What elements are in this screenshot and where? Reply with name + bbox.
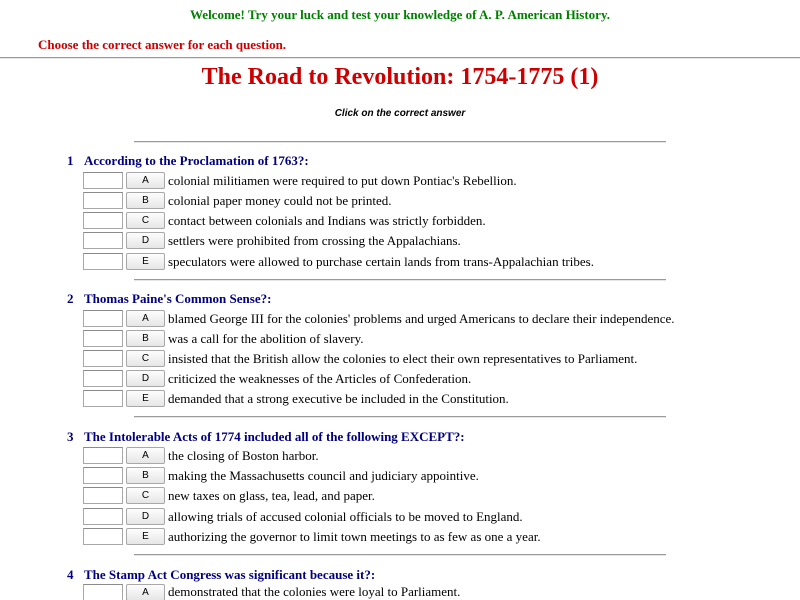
answer-button-c[interactable]: C	[126, 487, 165, 504]
answer-option-text: demanded that a strong executive be included in the Constitution.	[168, 391, 509, 406]
answer-field[interactable]	[83, 330, 123, 347]
answer-button-e[interactable]: E	[126, 253, 165, 270]
answer-field[interactable]	[83, 232, 123, 249]
answer-button-a[interactable]: A	[126, 447, 165, 464]
welcome-message: Welcome! Try your luck and test your knowledge of A. P. American History.	[190, 7, 610, 22]
question-number: 2	[67, 291, 74, 306]
answer-option-text: allowing trials of accused colonial officials to be moved to England.	[168, 509, 523, 524]
answer-button-a[interactable]: A	[126, 584, 165, 600]
answer-option-text: colonial paper money could not be printed.	[168, 193, 392, 208]
answer-option-text: was a call for the abolition of slavery.	[168, 331, 364, 346]
question-divider	[134, 416, 666, 418]
answer-option-text: blamed George III for the colonies' problems and urged Americans to declare their independence.	[168, 311, 675, 326]
answer-option-text: the closing of Boston harbor.	[168, 448, 319, 463]
answer-field[interactable]	[83, 253, 123, 270]
answer-field[interactable]	[83, 212, 123, 229]
answer-button-e[interactable]: E	[126, 390, 165, 407]
answer-button-a[interactable]: A	[126, 172, 165, 189]
answer-option-text: demonstrated that the colonies were loyal to Parliament.	[168, 584, 461, 599]
page-title: The Road to Revolution: 1754-1775 (1)	[201, 64, 599, 90]
answer-button-a[interactable]: A	[126, 310, 165, 327]
answer-button-b[interactable]: B	[126, 330, 165, 347]
answer-button-c[interactable]: C	[126, 212, 165, 229]
answer-field[interactable]	[83, 508, 123, 525]
answer-button-d[interactable]: D	[126, 232, 165, 249]
question-text: The Intolerable Acts of 1774 included all of the following EXCEPT?:	[84, 429, 465, 444]
answer-option-text: insisted that the British allow the colonies to elect their own representatives to Parliament.	[168, 351, 638, 366]
answer-option-text: new taxes on glass, tea, lead, and paper.	[168, 488, 375, 503]
answer-button-c[interactable]: C	[126, 350, 165, 367]
question-text: According to the Proclamation of 1763?:	[84, 153, 309, 168]
question-number: 3	[67, 429, 74, 444]
answer-option-text: colonial militiamen were required to put down Pontiac's Rebellion.	[168, 173, 517, 188]
answer-field[interactable]	[83, 390, 123, 407]
answer-field[interactable]	[83, 172, 123, 189]
answer-option-text: making the Massachusetts council and judiciary appointive.	[168, 468, 479, 483]
answer-option-text: settlers were prohibited from crossing the Appalachians.	[168, 233, 461, 248]
header-divider	[0, 57, 800, 59]
question-text: Thomas Paine's Common Sense?:	[84, 291, 272, 306]
answer-field[interactable]	[83, 467, 123, 484]
subtitle: Click on the correct answer	[334, 108, 466, 119]
question-divider	[134, 141, 666, 143]
answer-field[interactable]	[83, 528, 123, 545]
answer-button-b[interactable]: B	[126, 192, 165, 209]
answer-field[interactable]	[83, 487, 123, 504]
answer-option-text: contact between colonials and Indians was strictly forbidden.	[168, 213, 486, 228]
question-number: 1	[67, 153, 74, 168]
question-text: The Stamp Act Congress was significant because it?:	[84, 567, 376, 582]
answer-field[interactable]	[83, 350, 123, 367]
answer-button-b[interactable]: B	[126, 467, 165, 484]
answer-field[interactable]	[83, 584, 123, 600]
question-number: 4	[67, 567, 74, 582]
question-divider	[134, 279, 666, 281]
answer-button-e[interactable]: E	[126, 528, 165, 545]
answer-field[interactable]	[83, 370, 123, 387]
answer-option-text: speculators were allowed to purchase certain lands from trans-Appalachian tribes.	[168, 254, 594, 269]
answer-option-text: authorizing the governor to limit town meetings to as few as one a year.	[168, 529, 541, 544]
instruction-text: Choose the correct answer for each question.	[38, 37, 287, 52]
answer-button-d[interactable]: D	[126, 370, 165, 387]
answer-field[interactable]	[83, 447, 123, 464]
answer-field[interactable]	[83, 310, 123, 327]
question-divider	[134, 554, 666, 556]
answer-option-text: criticized the weaknesses of the Articles of Confederation.	[168, 371, 472, 386]
answer-field[interactable]	[83, 192, 123, 209]
answer-button-d[interactable]: D	[126, 508, 165, 525]
